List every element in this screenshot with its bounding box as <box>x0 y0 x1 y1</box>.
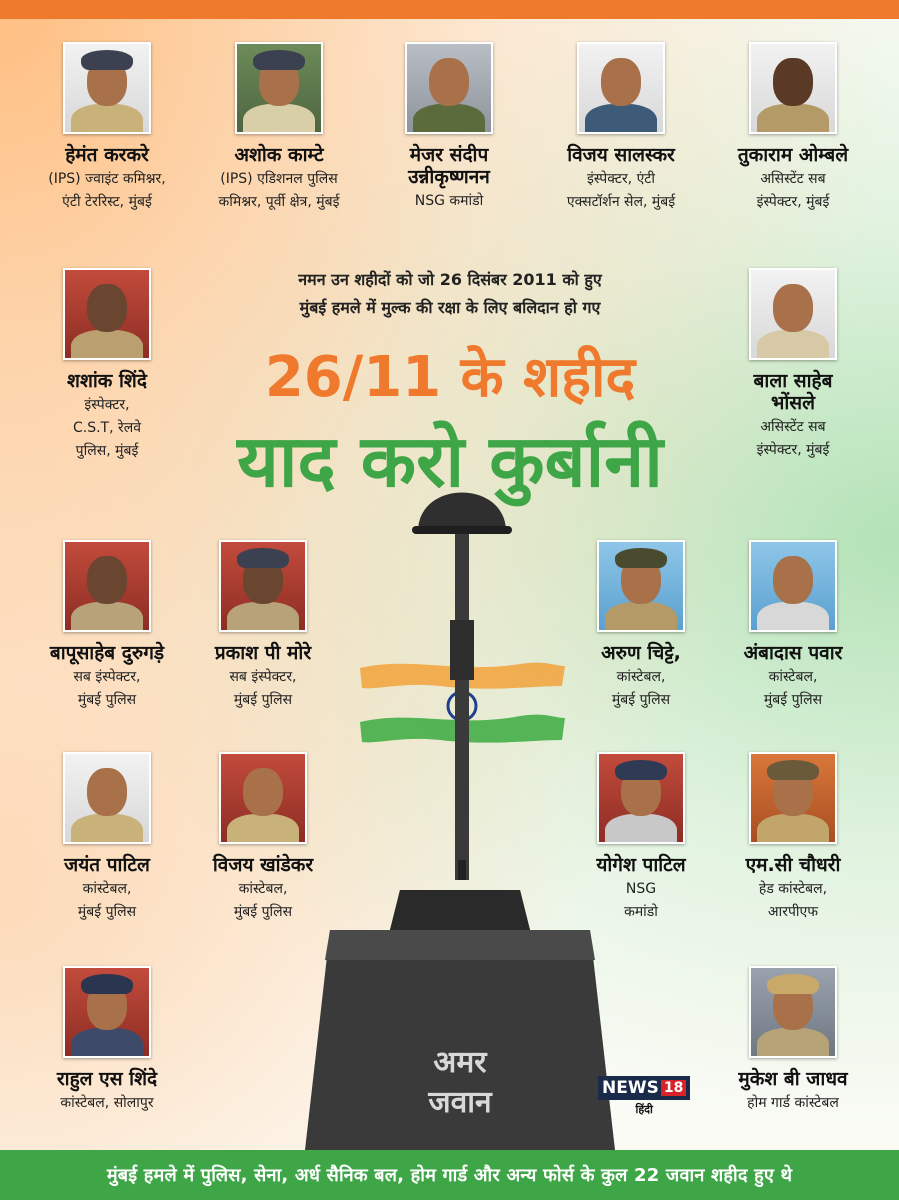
martyr-card-5 <box>708 42 878 212</box>
martyr-role: (IPS) ज्वाइंट कमिश्नर, <box>48 171 166 187</box>
martyr-photo <box>219 540 307 632</box>
martyr-photo <box>235 42 323 134</box>
page-subtitle: याद करो कुर्बानी <box>237 419 663 503</box>
martyr-card-1 <box>22 42 192 212</box>
martyr-role: इंस्पेक्टर, मुंबई <box>756 194 830 210</box>
martyr-role: असिस्टेंट सब <box>760 171 826 187</box>
martyr-photo <box>749 540 837 632</box>
martyr-role: C.S.T, रेलवे <box>72 420 142 436</box>
martyr-name: अंबादास पवार <box>743 642 843 664</box>
martyr-role: (IPS) एडिशनल पुलिस <box>220 171 338 187</box>
inverted-rifle <box>455 530 469 880</box>
martyr-card-10 <box>556 540 726 710</box>
martyr-role: कांस्टेबल, सोलापुर <box>60 1095 154 1111</box>
martyr-card-17 <box>708 966 878 1113</box>
martyr-card-4 <box>536 42 706 212</box>
martyr-role: NSG <box>625 881 657 897</box>
martyr-card-8 <box>22 540 192 710</box>
page-title: 26/11 के शहीद <box>264 345 636 410</box>
martyr-card-11 <box>708 540 878 710</box>
martyr-role: पुलिस, मुंबई <box>75 443 139 459</box>
martyr-role: इंस्पेक्टर, एंटी <box>586 171 655 187</box>
martyr-card-6 <box>22 268 192 461</box>
martyr-name: तुकाराम ओम्बले <box>737 144 849 166</box>
martyr-photo <box>219 752 307 844</box>
top-saffron-bar <box>0 0 899 19</box>
martyr-name-line2: भोंसले <box>770 392 815 414</box>
martyr-role: मुंबई पुलिस <box>77 904 137 920</box>
martyr-role: मुंबई पुलिस <box>611 692 671 708</box>
memorial-inscription-line2: जवान <box>428 1085 492 1120</box>
martyr-name: हेमंत करकरे <box>65 144 149 166</box>
footer-text: मुंबई हमले में पुलिस, सेना, अर्ध सैनिक बल, होम गार्ड और अन्य फोर्स के कुल 22 जवान शहीद हुए थे <box>106 1165 793 1186</box>
martyr-photo <box>749 966 837 1058</box>
martyr-role: असिस्टेंट सब <box>760 419 826 435</box>
tagline-line1: नमन उन शहीदों को जो 26 दिसंबर 2011 को हुए <box>298 270 602 289</box>
martyr-role: मुंबई पुलिस <box>233 692 293 708</box>
martyr-role: मुंबई पुलिस <box>77 692 137 708</box>
martyr-photo <box>749 42 837 134</box>
martyr-name: मुकेश बी जाधव <box>738 1068 848 1090</box>
martyr-name: बापूसाहेब दुरुगड़े <box>49 642 165 664</box>
martyr-card-9 <box>178 540 348 710</box>
martyr-name: प्रकाश पी मोरे <box>214 642 312 664</box>
martyr-role: NSG कमांडो <box>414 193 484 209</box>
martyr-role: इंस्पेक्टर, <box>84 397 130 413</box>
martyr-role: होम गार्ड कांस्टेबल <box>747 1095 839 1111</box>
martyr-role: कांस्टेबल, <box>616 669 666 685</box>
martyr-photo <box>63 42 151 134</box>
tagline-line2: मुंबई हमले में मुल्क की रक्षा के लिए बलिदान हो गए <box>299 298 601 317</box>
martyr-role: हेड कांस्टेबल, <box>758 881 828 897</box>
martyr-card-16 <box>22 966 192 1113</box>
martyr-name: अरुण चिट्टे, <box>601 642 681 664</box>
martyr-card-3 <box>364 42 534 211</box>
martyr-photo <box>749 752 837 844</box>
martyr-name: योगेश पाटिल <box>596 854 686 876</box>
martyr-photo <box>405 42 493 134</box>
martyr-role: कांस्टेबल, <box>82 881 132 897</box>
martyr-name: राहुल एस शिंदे <box>56 1068 158 1090</box>
memorial-inscription-line1: अमर <box>433 1045 487 1080</box>
martyr-photo <box>749 268 837 360</box>
martyr-name: बाला साहेब <box>753 370 833 392</box>
martyr-card-2 <box>194 42 364 212</box>
logo-subtitle: हिंदी <box>635 1103 653 1116</box>
logo-brand-text: NEWS <box>602 1078 659 1098</box>
martyr-name-line2: उन्नीकृष्णनन <box>408 166 490 188</box>
martyr-name: अशोक काम्टे <box>234 144 324 166</box>
martyr-card-12 <box>22 752 192 922</box>
martyr-card-15 <box>708 752 878 922</box>
news18-logo-box <box>598 1076 690 1100</box>
footer-banner <box>0 1150 899 1200</box>
martyr-name: मेजर संदीप <box>409 144 489 166</box>
tribute-tagline <box>230 266 670 322</box>
martyr-photo <box>63 268 151 360</box>
martyr-photo <box>63 540 151 632</box>
martyr-name: विजय खांडेकर <box>212 854 314 876</box>
martyr-name: एम.सी चौधरी <box>745 854 841 876</box>
martyr-role: मुंबई पुलिस <box>233 904 293 920</box>
martyr-role: एंटी टेररिस्ट, मुंबई <box>62 194 152 210</box>
martyr-photo <box>63 966 151 1058</box>
martyr-name: जयंत पाटिल <box>64 854 150 876</box>
martyr-card-13 <box>178 752 348 922</box>
martyr-role: कमांडो <box>624 904 658 920</box>
martyr-photo <box>597 752 685 844</box>
logo-number: 18 <box>661 1080 686 1096</box>
martyr-photo <box>577 42 665 134</box>
martyr-photo <box>597 540 685 632</box>
martyr-role: कांस्टेबल, <box>768 669 818 685</box>
martyr-name: विजय सालस्कर <box>567 144 675 166</box>
martyr-role: सब इंस्पेक्टर, <box>229 669 297 685</box>
martyr-role: कमिश्नर, पूर्वी क्षेत्र, मुंबई <box>218 194 340 210</box>
martyr-role: इंस्पेक्टर, मुंबई <box>756 442 830 458</box>
martyr-photo <box>63 752 151 844</box>
news18-logo <box>598 1076 690 1117</box>
martyr-name: शशांक शिंदे <box>67 370 147 392</box>
martyr-role: मुंबई पुलिस <box>763 692 823 708</box>
martyr-role: एक्सटॉर्शन सेल, मुंबई <box>566 194 676 210</box>
martyr-role: आरपीएफ <box>767 904 819 920</box>
martyr-card-14 <box>556 752 726 922</box>
martyr-role: कांस्टेबल, <box>238 881 288 897</box>
martyr-role: सब इंस्पेक्टर, <box>73 669 141 685</box>
martyr-card-7 <box>708 268 878 460</box>
